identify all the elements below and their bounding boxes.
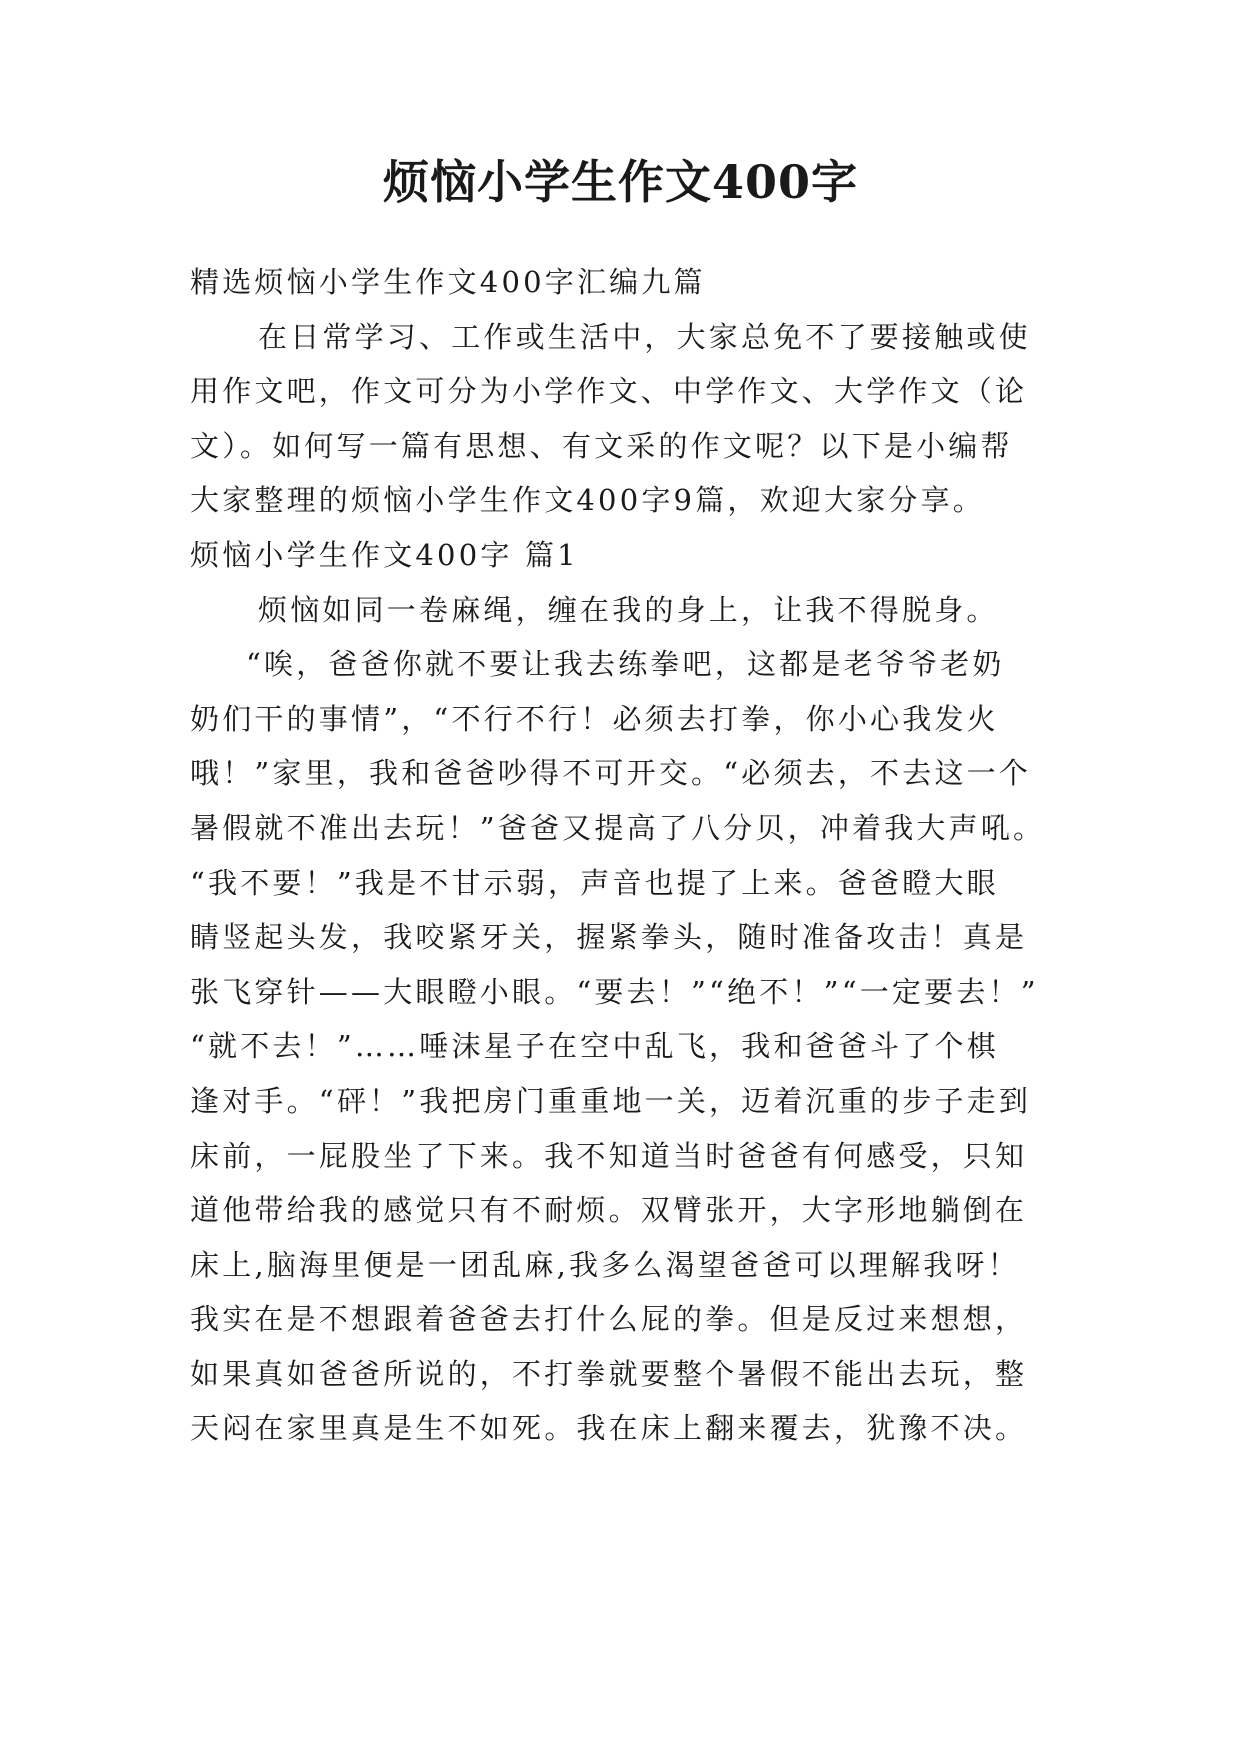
paragraph-line: 烦恼如同一卷麻绳，缠在我的身上，让我不得脱身。 (258, 592, 999, 627)
paragraph-line: 张飞穿针——大眼瞪小眼。“要去！”“绝不！”“一定要去！” (190, 974, 1039, 1009)
paragraph-line: 逢对手。“砰！”我把房门重重地一关，迈着沉重的步子走到 (190, 1083, 1032, 1118)
paragraph-line: 床上,脑海里便是一团乱麻,我多么渴望爸爸可以理解我呀！ (190, 1247, 1020, 1282)
subtitle-line: 精选烦恼小学生作文400字汇编九篇 (190, 265, 706, 299)
paragraph-line: “唉，爸爸你就不要让我去练拳吧，这都是老爷爷老奶 (246, 647, 1005, 682)
document-title: 烦恼小学生作文400字 (382, 155, 859, 209)
paragraph-line: 大家整理的烦恼小学生作文400字9篇，欢迎大家分享。 (190, 483, 986, 518)
paragraph-line: 床前，一屁股坐了下来。我不知道当时爸爸有何感受，只知 (190, 1138, 1028, 1173)
paragraph-line: 我实在是不想跟着爸爸去打什么屁的拳。但是反过来想想， (190, 1302, 1028, 1337)
paragraph-line: 文）。如何写一篇有思想、有文采的作文呢？以下是小编帮 (190, 428, 1013, 463)
section-heading: 烦恼小学生作文400字 篇1 (190, 537, 579, 572)
paragraph-line: 在日常学习、工作或生活中，大家总免不了要接触或使 (258, 319, 1031, 354)
document-body (190, 255, 1090, 1456)
paragraph-line: 哦！”家里，我和爸爸吵得不可开交。“必须去，不去这一个 (190, 756, 1032, 791)
paragraph-line: “我不要！”我是不甘示弱，声音也提了上来。爸爸瞪大眼 (190, 865, 999, 900)
paragraph-line: 用作文吧，作文可分为小学作文、中学作文、大学作文（论 (190, 374, 1028, 409)
paragraph-line: “就不去！”……唾沫星子在空中乱飞，我和爸爸斗了个棋 (190, 1029, 999, 1064)
paragraph-line: 如果真如爸爸所说的，不打拳就要整个暑假不能出去玩，整 (190, 1356, 1028, 1391)
paragraph-line: 暑假就不准出去玩！”爸爸又提高了八分贝，冲着我大声吼。 (190, 810, 1046, 845)
paragraph-line: 道他带给我的感觉只有不耐烦。双臂张开，大字形地躺倒在 (190, 1193, 1028, 1228)
paragraph-line: 睛竖起头发，我咬紧牙关，握紧拳头，随时准备攻击！真是 (190, 920, 1028, 955)
paragraph-line: 天闷在家里真是生不如死。我在床上翻来覆去，犹豫不决。 (190, 1411, 1028, 1446)
paragraph-line: 奶们干的事情”，“不行不行！必须去打拳，你小心我发火 (190, 701, 999, 736)
